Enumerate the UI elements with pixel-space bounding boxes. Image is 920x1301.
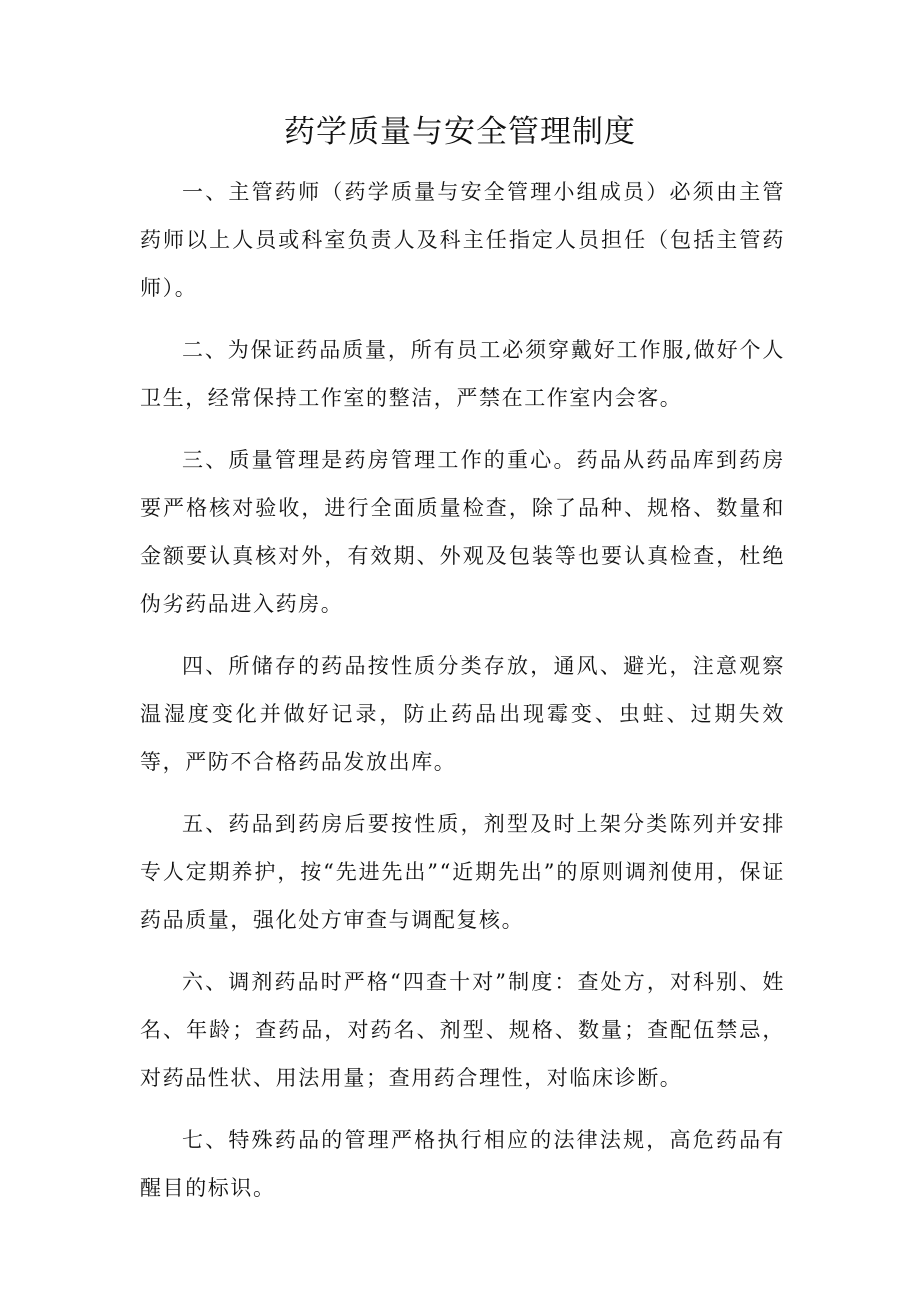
paragraph-1: 一、主管药师（药学质量与安全管理小组成员）必须由主管药师以上人员或科室负责人及科主任指定人员担任（包括主管药师）。 (140, 180, 785, 300)
paragraph-4: 四、所储存的药品按性质分类存放，通风、避光，注意观察温湿度变化并做好记录，防止药品出现霉变、虫蛀、过期失效等，严防不合格药品发放出库。 (140, 654, 785, 774)
paragraph-5: 五、药品到药房后要按性质，剂型及时上架分类陈列并安排专人定期养护，按“先进先出”“近期先出”的原则调剂使用，保证药品质量，强化处方审查与调配复核。 (140, 812, 785, 932)
paragraph-7: 七、特殊药品的管理严格执行相应的法律法规，高危药品有醒目的标识。 (140, 1128, 785, 1200)
paragraph-3: 三、质量管理是药房管理工作的重心。药品从药品库到药房要严格核对验收，进行全面质量检查，除了品种、规格、数量和金额要认真核对外，有效期、外观及包装等也要认真检查，杜绝伪劣药品进入药房。 (140, 448, 785, 616)
document-body (140, 168, 785, 1226)
document-title: 药学质量与安全管理制度 (284, 114, 636, 150)
paragraph-6: 六、调剂药品时严格“四查十对”制度：查处方，对科别、姓名、年龄；查药品，对药名、剂型、规格、数量；查配伍禁忌，对药品性状、用法用量；查用药合理性，对临床诊断。 (140, 970, 785, 1090)
paragraph-2: 二、为保证药品质量，所有员工必须穿戴好工作服,做好个人卫生，经常保持工作室的整洁，严禁在工作室内会客。 (140, 338, 785, 410)
